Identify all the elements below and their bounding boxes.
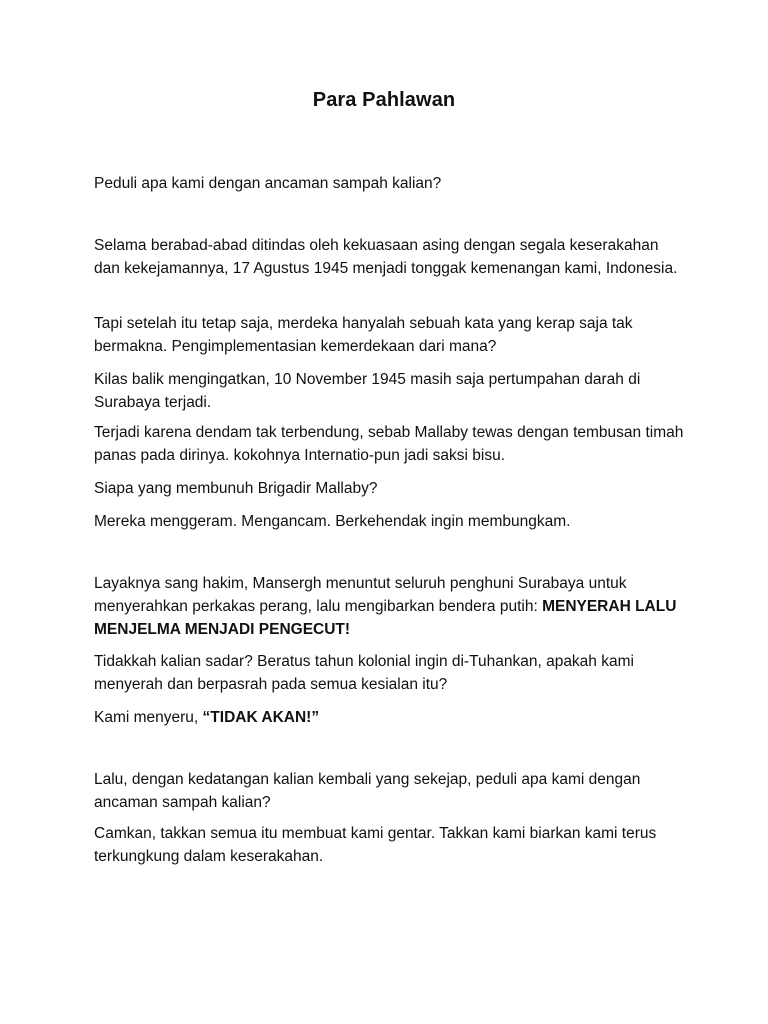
paragraph-7: Mereka menggeram. Mengancam. Berkehendak ingin membungkam. xyxy=(94,513,571,530)
paragraph-5: Terjadi karena dendam tak terbendung, sebab Mallaby tewas dengan tembusan timah panas pada dirinya. kokohnya Internatio-pun jadi saksi bisu. xyxy=(94,424,684,464)
paragraph-2: Selama berabad-abad ditindas oleh kekuasaan asing dengan segala keserakahan dan kekejamannya, 17 Agustus 1945 menjadi tonggak kemenangan kami, Indonesia. xyxy=(94,237,678,277)
paragraph-10 xyxy=(94,706,684,729)
paragraph-10-emphasis: “TIDAK AKAN!” xyxy=(202,709,320,726)
paragraph-8-emphasis: MENYERAH LALU MENJELMA MENJADI PENGECUT! xyxy=(94,598,677,638)
paragraph-10-text: Kami menyeru, xyxy=(94,709,203,726)
paragraph-8-text: Layaknya sang hakim, Mansergh menuntut seluruh penghuni Surabaya untuk menyerahkan perkakas perang, lalu mengibarkan bendera putih: xyxy=(94,575,627,615)
page-title: Para Pahlawan xyxy=(312,89,456,111)
paragraph-11: Lalu, dengan kedatangan kalian kembali yang sekejap, peduli apa kami dengan ancaman sampah kalian? xyxy=(94,771,641,811)
paragraph-12: Camkan, takkan semua itu membuat kami gentar. Takkan kami biarkan kami terus terkungkung dalam keserakahan. xyxy=(94,825,657,865)
paragraph-8 xyxy=(94,572,684,641)
paragraph-3: Tapi setelah itu tetap saja, merdeka hanyalah sebuah kata yang kerap saja tak bermakna. Pengimplementasian kemerdekaan dari mana? xyxy=(94,315,633,355)
paragraph-4: Kilas balik mengingatkan, 10 November 1945 masih saja pertumpahan darah di Surabaya terjadi. xyxy=(94,371,641,411)
paragraph-6: Siapa yang membunuh Brigadir Mallaby? xyxy=(94,480,378,497)
paragraph-1: Peduli apa kami dengan ancaman sampah kalian? xyxy=(94,175,442,192)
paragraph-9: Tidakkah kalian sadar? Beratus tahun kolonial ingin di-Tuhankan, apakah kami menyerah dan berpasrah pada semua kesialan itu? xyxy=(94,653,634,693)
